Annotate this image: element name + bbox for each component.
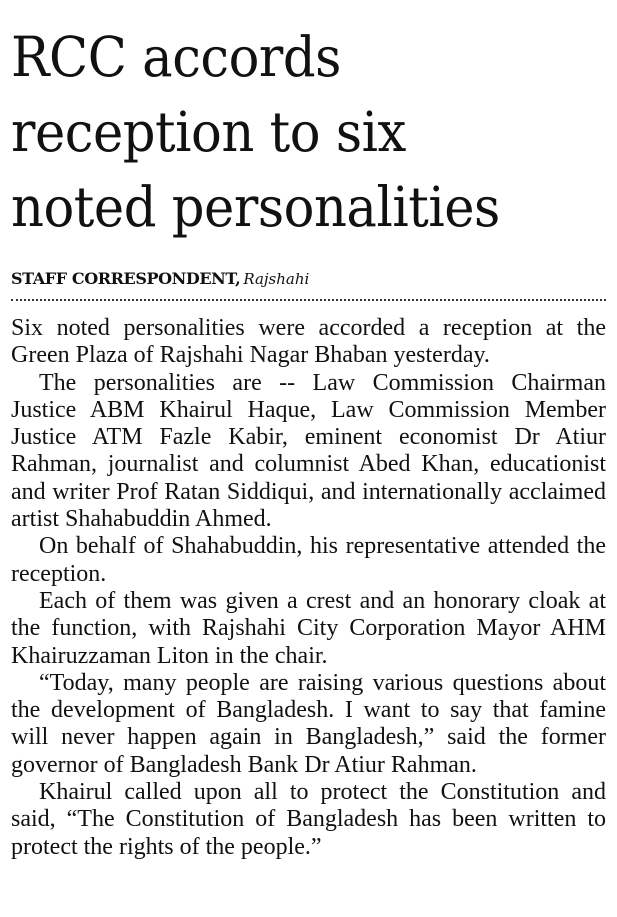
paragraph: Six noted personalities were accorded a reception at the Green Plaza of Rajshahi Nagar Bhaban yesterday. — [11, 315, 606, 369]
headline-line: RCC accords — [11, 25, 341, 89]
paragraph: “Today, many people are raising various questions about the development of Bangladesh. I want to say that famine will never happen again in Bangladesh,” said the former governor of Bangladesh Bank Dr Atiur Rahman. — [11, 669, 606, 778]
news-article — [11, 0, 606, 861]
paragraph: The personalities are -- Law Commission Chairman Justice ABM Khairul Haque, Law Commission Member Justice ATM Fazle Kabir, eminent economist Dr Atiur Rahman, journalist and columnist Abed Khan, educationist and writer Prof Ratan Siddiqui, and internationally acclaimed artist Shahabuddin Ahmed. — [11, 369, 606, 533]
headline-line: noted personalities — [11, 175, 500, 239]
byline-location: Rajshahi — [243, 270, 310, 288]
headline-line: reception to six — [11, 100, 406, 164]
paragraph: Khairul called upon all to protect the Constitution and said, “The Constitution of Bangladesh has been written to protect the rights of the people.” — [11, 779, 606, 860]
byline — [11, 269, 606, 289]
article-body — [11, 315, 606, 861]
paragraph: On behalf of Shahabuddin, his representative attended the reception. — [11, 533, 606, 587]
headline — [11, 0, 564, 245]
paragraph: Each of them was given a crest and an honorary cloak at the function, with Rajshahi City Corporation Mayor AHM Khairuzzaman Liton in the chair. — [11, 587, 606, 669]
dotted-divider — [11, 299, 606, 301]
byline-author: STAFF CORRESPONDENT, — [11, 269, 241, 288]
